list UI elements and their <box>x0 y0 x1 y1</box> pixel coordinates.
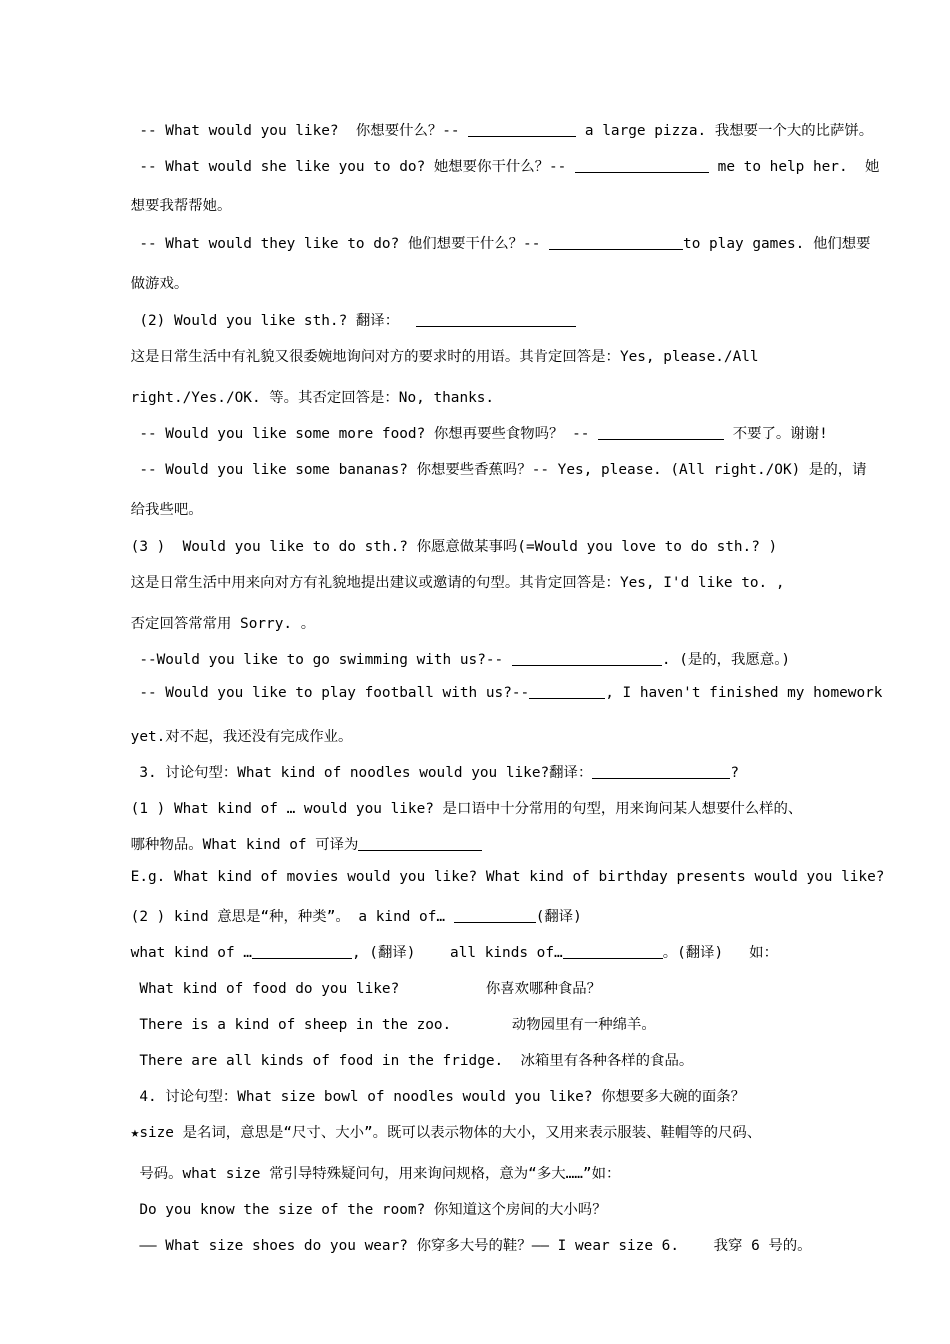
text-line-19: (1 ) What kind of … would you like? 是口语中十分常用的句型，用来询问某人想要什么样的、 <box>130 801 803 817</box>
text-line-25: There is a kind of sheep in the zoo. 动物园里有一种绵羊。 <box>130 1017 656 1033</box>
answer-blank-6[interactable] <box>512 651 662 666</box>
text-line-9: -- Would you like some more food? 你想再要些食物吗？ -- 不要了。谢谢! <box>130 426 828 442</box>
text-line-12: (3 ) Would you like to do sth.? 你愿意做某事吗(=Would you love to do sth.? ) <box>130 539 778 555</box>
text-line-2: -- What would she like you to do? 她想要你干什么？-- me to help her. 她 <box>130 159 880 175</box>
text-line-31: —— What size shoes do you wear? 你穿多大号的鞋？—— I wear size 6. 我穿 6 号的。 <box>130 1238 812 1254</box>
answer-blank-4[interactable] <box>416 312 576 327</box>
text-line-11: 给我些吧。 <box>130 502 203 518</box>
text-line-10: -- Would you like some bananas? 你想要些香蕉吗？-- Yes, please. (All right./OK) 是的，请 <box>130 462 867 478</box>
text-line-26: There are all kinds of food in the fridge. 冰箱里有各种各样的食品。 <box>130 1053 694 1069</box>
text-line-21: E.g. What kind of movies would you like? What kind of birthday presents would you like? <box>130 869 885 885</box>
text-line-22: (2 ) kind 意思是“种，种类”。 a kind of… (翻译) <box>130 909 582 925</box>
text-line-20: 哪种物品。What kind of 可译为 <box>96 817 482 870</box>
text-line-28: ★size 是名词，意思是“尺寸、大小”。既可以表示物体的大小，又用来表示服装、鞋帽等的尺码、 <box>130 1125 762 1141</box>
text-line-7: 这是日常生活中有礼貌又很委婉地询问对方的要求时的用语。其肯定回答是：Yes, please./All <box>130 349 759 365</box>
answer-blank-8[interactable] <box>592 764 730 779</box>
text-line-17: yet.对不起，我还没有完成作业。 <box>130 729 353 745</box>
text-line-13: 这是日常生活中用来向对方有礼貌地提出建议或邀请的句型。其肯定回答是：Yes, I'd like to. , <box>130 575 785 591</box>
text-line-4: -- What would they like to do? 他们想要干什么？-- to play games. 他们想要 <box>130 236 871 252</box>
text-line-3: 想要我帮帮她。 <box>130 198 232 214</box>
answer-blank-5[interactable] <box>598 425 724 440</box>
text-line-30: Do you know the size of the room? 你知道这个房间的大小吗？ <box>130 1202 607 1218</box>
answer-blank-7[interactable] <box>529 684 605 699</box>
text-line-23: what kind of … , (翻译) all kinds of… 。(翻译) 如： <box>130 945 778 961</box>
answer-blank-2[interactable] <box>575 158 709 173</box>
answer-blank-12[interactable] <box>563 944 663 959</box>
text-line-6: (2) Would you like sth.? 翻译： <box>96 293 576 346</box>
text-line-8: right./Yes./OK. 等。其否定回答是：No, thanks. <box>130 390 495 406</box>
text-line-15: --Would you like to go swimming with us?-- . (是的，我愿意。) <box>130 652 791 668</box>
answer-blank-10[interactable] <box>454 908 536 923</box>
text-line-29: 号码。what size 常引导特殊疑问句，用来询问规格，意为“多大……”如： <box>130 1166 621 1182</box>
text-line-5: 做游戏。 <box>130 276 189 292</box>
text-line-18: 3. 讨论句型：What kind of noodles would you like?翻译： ? <box>130 765 740 781</box>
text-line-16: -- Would you like to play football with us?-- , I haven't finished my homework <box>130 685 883 701</box>
text-line-27: 4. 讨论句型：What size bowl of noodles would you like? 你想要多大碗的面条？ <box>130 1089 746 1105</box>
answer-blank-11[interactable] <box>252 944 352 959</box>
text-line-14: 否定回答常常用 Sorry. 。 <box>130 616 316 632</box>
text-line-1: -- What would you like? 你想要什么？-- a large pizza. 我想要一个大的比萨饼。 <box>130 123 874 139</box>
answer-blank-1[interactable] <box>468 122 576 137</box>
answer-blank-9[interactable] <box>358 836 482 851</box>
answer-blank-3[interactable] <box>549 235 683 250</box>
text-line-24: What kind of food do you like? 你喜欢哪种食品？ <box>130 981 602 997</box>
